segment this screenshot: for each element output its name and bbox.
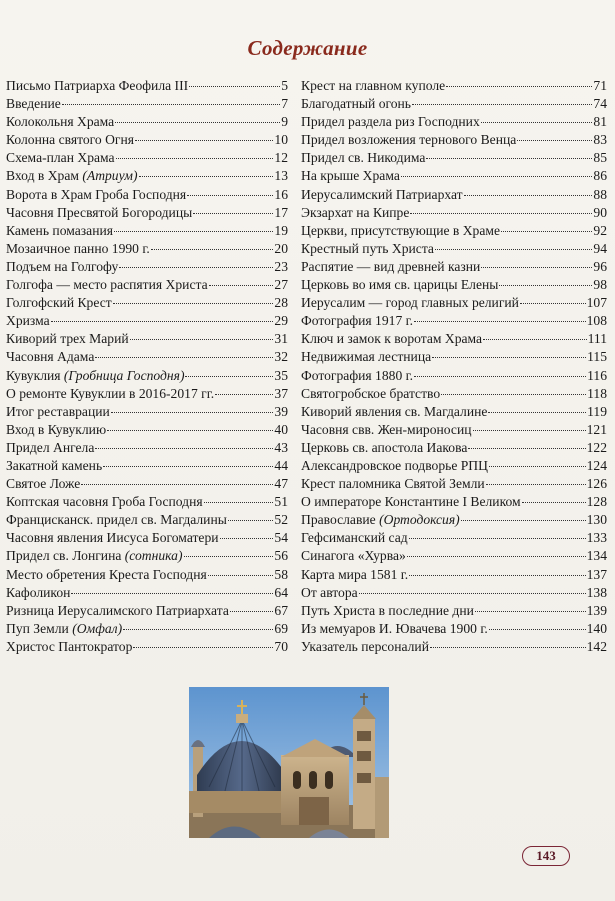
toc-entry xyxy=(301,404,607,422)
dot-leader xyxy=(409,538,586,539)
dot-leader xyxy=(115,122,280,123)
toc-entry-page: 88 xyxy=(593,186,607,202)
dot-leader xyxy=(51,321,274,322)
toc-entry-page: 29 xyxy=(274,313,288,329)
toc-entry-page: 107 xyxy=(586,295,607,311)
toc-entry-page: 13 xyxy=(274,168,288,184)
toc-entry-page: 133 xyxy=(586,530,607,546)
toc-entry-title: Фотография 1917 г. xyxy=(301,313,414,329)
toc-entry xyxy=(301,313,607,331)
toc-entry xyxy=(301,494,607,512)
toc-entry xyxy=(301,368,607,386)
toc-entry-title: О ремонте Кувуклии в 2016-2017 гг. xyxy=(6,385,215,401)
toc-entry-title: Часовня явления Иисуса Богоматери xyxy=(6,530,219,546)
toc-entry xyxy=(301,223,607,241)
toc-entry-title: Закатной камень xyxy=(6,457,103,473)
dot-leader xyxy=(107,430,273,431)
toc-entry-title: Колонна святого Огня xyxy=(6,132,135,148)
dot-leader xyxy=(481,122,593,123)
toc-entry-title: Придел раздела риз Господних xyxy=(301,114,480,130)
dot-leader xyxy=(208,575,274,576)
toc-entry-page: 128 xyxy=(586,494,607,510)
church-photo xyxy=(189,687,389,838)
toc-entry xyxy=(301,530,607,548)
toc-entry-title: Ризница Иерусалимского Патриархата xyxy=(6,602,229,618)
dot-leader xyxy=(409,575,585,576)
toc-entry xyxy=(301,603,607,621)
toc-entry xyxy=(6,621,288,639)
toc-entry-page: 81 xyxy=(593,114,607,130)
dot-leader xyxy=(407,556,586,557)
toc-entry-title: Колокольня Храма xyxy=(6,114,115,130)
dot-leader xyxy=(135,140,273,141)
toc-entry-page: 137 xyxy=(586,566,607,582)
toc-entry-title: Иерусалимский Патриархат xyxy=(301,186,463,202)
toc-entry xyxy=(301,567,607,585)
toc-entry xyxy=(6,404,288,422)
toc-entry-page: 83 xyxy=(593,132,607,148)
dot-leader xyxy=(114,231,273,232)
toc-entry-page: 37 xyxy=(274,385,288,401)
toc-entry xyxy=(6,223,288,241)
toc-entry-page: 124 xyxy=(586,457,607,473)
toc-entry-title: Гефсиманский сад xyxy=(301,530,408,546)
dot-leader xyxy=(414,376,586,377)
toc-entry-title: Распятие — вид древней казни xyxy=(301,258,481,274)
dot-leader xyxy=(184,556,274,557)
toc-entry-title: Хризма xyxy=(6,313,50,329)
toc-entry-title: Из мемуаров И. Ювачева 1900 г. xyxy=(301,620,488,636)
dot-leader xyxy=(517,140,592,141)
dot-leader xyxy=(95,448,273,449)
toc-entry-page: 92 xyxy=(593,222,607,238)
toc-entry xyxy=(6,78,288,96)
toc-entry-title: Благодатный огонь xyxy=(301,96,412,112)
dot-leader xyxy=(95,357,273,358)
toc-entry-page: 12 xyxy=(274,150,288,166)
dot-leader xyxy=(123,629,273,630)
toc-entry-title: Камень помазания xyxy=(6,222,113,238)
toc-entry xyxy=(6,96,288,114)
toc-entry-page: 86 xyxy=(593,168,607,184)
toc-entry xyxy=(301,241,607,259)
toc-entry-title: Кувуклия (Гробница Господня) xyxy=(6,367,185,383)
toc-entry xyxy=(6,512,288,530)
toc-entry xyxy=(301,295,607,313)
dot-leader xyxy=(522,502,586,503)
toc-entry-title: Синагога «Хурва» xyxy=(301,548,406,564)
toc-entry-title: Александровское подворье РПЦ xyxy=(301,457,488,473)
dot-leader xyxy=(520,303,586,304)
toc-entry-page: 140 xyxy=(586,620,607,636)
toc-entry-title: Придел Ангела xyxy=(6,439,95,455)
dot-leader xyxy=(230,611,274,612)
toc-entry-page: 96 xyxy=(593,258,607,274)
toc-entry-page: 64 xyxy=(274,584,288,600)
toc-entry xyxy=(301,78,607,96)
dot-leader xyxy=(446,86,592,87)
toc-entry xyxy=(301,639,607,657)
dot-leader xyxy=(209,285,274,286)
toc-entry-title: Письмо Патриарха Феофила III xyxy=(6,78,189,93)
toc-entry xyxy=(301,585,607,603)
toc-entry-title: Недвижимая лестница xyxy=(301,349,432,365)
toc-entry-page: 52 xyxy=(274,512,288,528)
toc-entry-page: 90 xyxy=(593,204,607,220)
toc-entry xyxy=(301,621,607,639)
toc-entry-title: Православие (Ортодоксия) xyxy=(301,512,460,528)
page-title: Содержание xyxy=(247,36,368,60)
toc-entry-title: Итог реставрации xyxy=(6,403,110,419)
toc-entry-page: 126 xyxy=(586,476,607,492)
toc-entry xyxy=(6,187,288,205)
toc-entry-page: 70 xyxy=(274,638,288,654)
toc-left-column xyxy=(6,78,288,657)
toc-entry-page: 20 xyxy=(274,240,288,256)
toc-entry-page: 134 xyxy=(586,548,607,564)
toc-entry-title: На крыше Храма xyxy=(301,168,400,184)
toc-entry xyxy=(6,494,288,512)
toc-entry-page: 9 xyxy=(281,114,288,130)
toc-entry xyxy=(301,277,607,295)
toc-entry xyxy=(301,458,607,476)
dot-leader xyxy=(133,647,273,648)
toc-entry-page: 94 xyxy=(593,240,607,256)
dot-leader xyxy=(468,448,585,449)
dot-leader xyxy=(139,176,274,177)
dot-leader xyxy=(499,285,592,286)
toc-entry-page: 47 xyxy=(274,476,288,492)
toc-entry-title: Фотография 1880 г. xyxy=(301,367,414,383)
toc-entry-page: 39 xyxy=(274,403,288,419)
toc-entry xyxy=(6,331,288,349)
toc-entry-page: 10 xyxy=(274,132,288,148)
toc-entry xyxy=(301,132,607,150)
dot-leader xyxy=(435,249,592,250)
toc-entry-page: 119 xyxy=(587,403,607,419)
dot-leader xyxy=(489,466,586,467)
toc-entry xyxy=(6,150,288,168)
toc-entry-title: Церковь св. апостола Иакова xyxy=(301,439,468,455)
dot-leader xyxy=(441,394,586,395)
dot-leader xyxy=(130,339,274,340)
dot-leader xyxy=(62,104,280,105)
toc-entry-title: Придел св. Лонгина (сотника) xyxy=(6,548,183,564)
toc-entry-title: Пуп Земли (Омфал) xyxy=(6,620,123,636)
toc-entry-title: Экзархат на Кипре xyxy=(301,204,410,220)
toc-entry-title: Киворий трех Марий xyxy=(6,331,129,347)
toc-entry xyxy=(6,259,288,277)
toc-right-column xyxy=(301,78,607,657)
toc-entry xyxy=(301,114,607,132)
toc-entry xyxy=(6,476,288,494)
dot-leader xyxy=(228,520,274,521)
toc-entry xyxy=(301,259,607,277)
toc-entry-page: 16 xyxy=(274,186,288,202)
dot-leader xyxy=(189,86,280,87)
dot-leader xyxy=(489,629,586,630)
toc-entry xyxy=(301,512,607,530)
toc-entry-title: Церковь во имя св. царицы Елены xyxy=(301,277,499,293)
toc-entry xyxy=(301,476,607,494)
toc-entry-page: 17 xyxy=(274,204,288,220)
toc-entry xyxy=(301,422,607,440)
toc-entry-page: 51 xyxy=(274,494,288,510)
toc-entry-page: 43 xyxy=(274,439,288,455)
toc-entry-page: 71 xyxy=(593,78,607,93)
toc-entry-title: О императоре Константине I Великом xyxy=(301,494,521,510)
toc-entry xyxy=(6,585,288,603)
dot-leader xyxy=(103,466,273,467)
toc-entry-page: 98 xyxy=(593,277,607,293)
toc-entry-page: 27 xyxy=(274,277,288,293)
dot-leader xyxy=(359,593,586,594)
toc-entry-page: 28 xyxy=(274,295,288,311)
toc-entry-title: Часовня свв. Жен-мироносиц xyxy=(301,421,472,437)
toc-entry-page: 58 xyxy=(274,566,288,582)
toc-entry xyxy=(6,530,288,548)
toc-entry xyxy=(6,241,288,259)
dot-leader xyxy=(81,484,273,485)
toc-entry xyxy=(6,114,288,132)
dot-leader xyxy=(414,321,586,322)
toc-entry-title: Францисканск. придел св. Магдалины xyxy=(6,512,227,528)
toc-entry-page: 121 xyxy=(586,421,607,437)
toc-entry xyxy=(301,96,607,114)
toc-entry-title: Часовня Адама xyxy=(6,349,95,365)
dot-leader xyxy=(401,176,593,177)
dot-leader xyxy=(486,484,586,485)
toc-entry-page: 122 xyxy=(586,439,607,455)
toc-entry-title: Схема-план Храма xyxy=(6,150,115,166)
dot-leader xyxy=(464,195,593,196)
toc-entry-title: Вход в Кувуклию xyxy=(6,421,107,437)
toc-entry xyxy=(6,567,288,585)
toc-entry xyxy=(301,349,607,367)
toc-entry-title: Церкви, присутствующие в Храме xyxy=(301,222,501,238)
toc-entry xyxy=(301,187,607,205)
toc-entry-title: Киворий явления св. Магдалине xyxy=(301,403,488,419)
toc-entry-title: Место обретения Креста Господня xyxy=(6,566,207,582)
toc-entry-page: 130 xyxy=(586,512,607,528)
toc-entry-title: Ключ и замок к воротам Храма xyxy=(301,331,483,347)
toc-entry-title: Придел св. Никодима xyxy=(301,150,426,166)
toc-entry-title: Христос Пантократор xyxy=(6,638,133,654)
toc-entry-title: Ворота в Храм Гроба Господня xyxy=(6,186,187,202)
dot-leader xyxy=(426,158,592,159)
dot-leader xyxy=(215,394,273,395)
toc-entry-title: Вход в Храм (Атриум) xyxy=(6,168,138,184)
toc-entry-page: 31 xyxy=(274,331,288,347)
toc-entry-page: 23 xyxy=(274,258,288,274)
toc-entry-page: 139 xyxy=(586,602,607,618)
toc-entry-page: 54 xyxy=(274,530,288,546)
dot-leader xyxy=(187,195,273,196)
toc-entry xyxy=(301,440,607,458)
dot-leader xyxy=(185,376,273,377)
toc-entry xyxy=(6,368,288,386)
toc-entry-title: Крест на главном куполе xyxy=(301,78,446,93)
toc-entry-title: Указатель персоналий xyxy=(301,638,429,654)
toc-entry xyxy=(6,458,288,476)
dot-leader xyxy=(473,430,586,431)
toc-entry xyxy=(6,639,288,657)
toc-entry xyxy=(301,548,607,566)
dot-leader xyxy=(475,611,586,612)
dot-leader xyxy=(410,213,592,214)
toc-entry xyxy=(301,331,607,349)
toc-entry-title: Часовня Пресвятой Богородицы xyxy=(6,204,193,220)
dot-leader xyxy=(111,412,274,413)
dot-leader xyxy=(204,502,274,503)
toc-entry-page: 111 xyxy=(587,331,607,347)
toc-entry-page: 115 xyxy=(587,349,607,365)
toc-entry xyxy=(6,422,288,440)
toc-entry xyxy=(6,386,288,404)
toc-entry xyxy=(6,548,288,566)
toc-entry-page: 19 xyxy=(274,222,288,238)
toc-entry xyxy=(6,295,288,313)
toc-entry-title: От автора xyxy=(301,584,358,600)
toc-entry xyxy=(301,205,607,223)
dot-leader xyxy=(151,249,274,250)
toc-entry-title: Святогробское братство xyxy=(301,385,441,401)
toc-entry xyxy=(6,313,288,331)
toc-entry-page: 32 xyxy=(274,349,288,365)
dot-leader xyxy=(220,538,274,539)
toc-entry-page: 69 xyxy=(274,620,288,636)
toc-entry-title: Иерусалим — город главных религий xyxy=(301,295,519,311)
toc-entry-title: Голгофский Крест xyxy=(6,295,112,311)
toc-entry xyxy=(301,386,607,404)
toc-entry-page: 142 xyxy=(586,638,607,654)
dot-leader xyxy=(461,520,586,521)
toc-entry-title: Коптская часовня Гроба Господня xyxy=(6,494,203,510)
toc-entry-page: 118 xyxy=(587,385,607,401)
toc-entry-page: 7 xyxy=(281,96,288,112)
toc-entry-title: Мозаичное панно 1990 г. xyxy=(6,240,150,256)
toc-entry-page: 40 xyxy=(274,421,288,437)
toc-entry xyxy=(6,349,288,367)
toc-entry-title: Крест паломника Святой Земли xyxy=(301,476,485,492)
dot-leader xyxy=(432,357,586,358)
toc-entry-title: Придел возложения тернового Венца xyxy=(301,132,517,148)
toc-entry xyxy=(6,440,288,458)
dot-leader xyxy=(481,267,592,268)
dot-leader xyxy=(412,104,592,105)
dot-leader xyxy=(430,647,586,648)
toc-entry-title: Крестный путь Христа xyxy=(301,240,434,256)
toc-entry-title: Карта мира 1581 г. xyxy=(301,566,409,582)
toc-entry xyxy=(6,205,288,223)
toc-entry-page: 35 xyxy=(274,367,288,383)
toc-entry-page: 85 xyxy=(593,150,607,166)
toc-entry-page: 44 xyxy=(274,457,288,473)
toc-entry-page: 74 xyxy=(593,96,607,112)
dot-leader xyxy=(71,593,273,594)
toc-entry-page: 56 xyxy=(274,548,288,564)
toc-entry xyxy=(6,132,288,150)
toc-entry-title: Кафоликон xyxy=(6,584,71,600)
toc-entry-title: Голгофа — место распятия Христа xyxy=(6,277,208,293)
dot-leader xyxy=(113,303,274,304)
dot-leader xyxy=(116,158,274,159)
toc-entry-title: Введение xyxy=(6,96,61,112)
dot-leader xyxy=(193,213,273,214)
page-number: 143 xyxy=(522,846,570,866)
toc-entry xyxy=(6,603,288,621)
toc-entry-page: 67 xyxy=(274,602,288,618)
toc-entry-page: 5 xyxy=(281,78,288,93)
toc-entry xyxy=(6,168,288,186)
toc-entry-title: Подъем на Голгофу xyxy=(6,258,119,274)
toc-entry-page: 116 xyxy=(587,367,607,383)
dot-leader xyxy=(488,412,586,413)
toc-entry-page: 108 xyxy=(586,313,607,329)
toc-entry xyxy=(6,277,288,295)
toc-entry xyxy=(301,150,607,168)
toc-entry xyxy=(301,168,607,186)
dot-leader xyxy=(119,267,273,268)
toc-entry-title: Путь Христа в последние дни xyxy=(301,602,474,618)
toc-entry-title: Святое Ложе xyxy=(6,476,81,492)
dot-leader xyxy=(483,339,587,340)
dot-leader xyxy=(501,231,592,232)
toc-entry-page: 138 xyxy=(586,584,607,600)
